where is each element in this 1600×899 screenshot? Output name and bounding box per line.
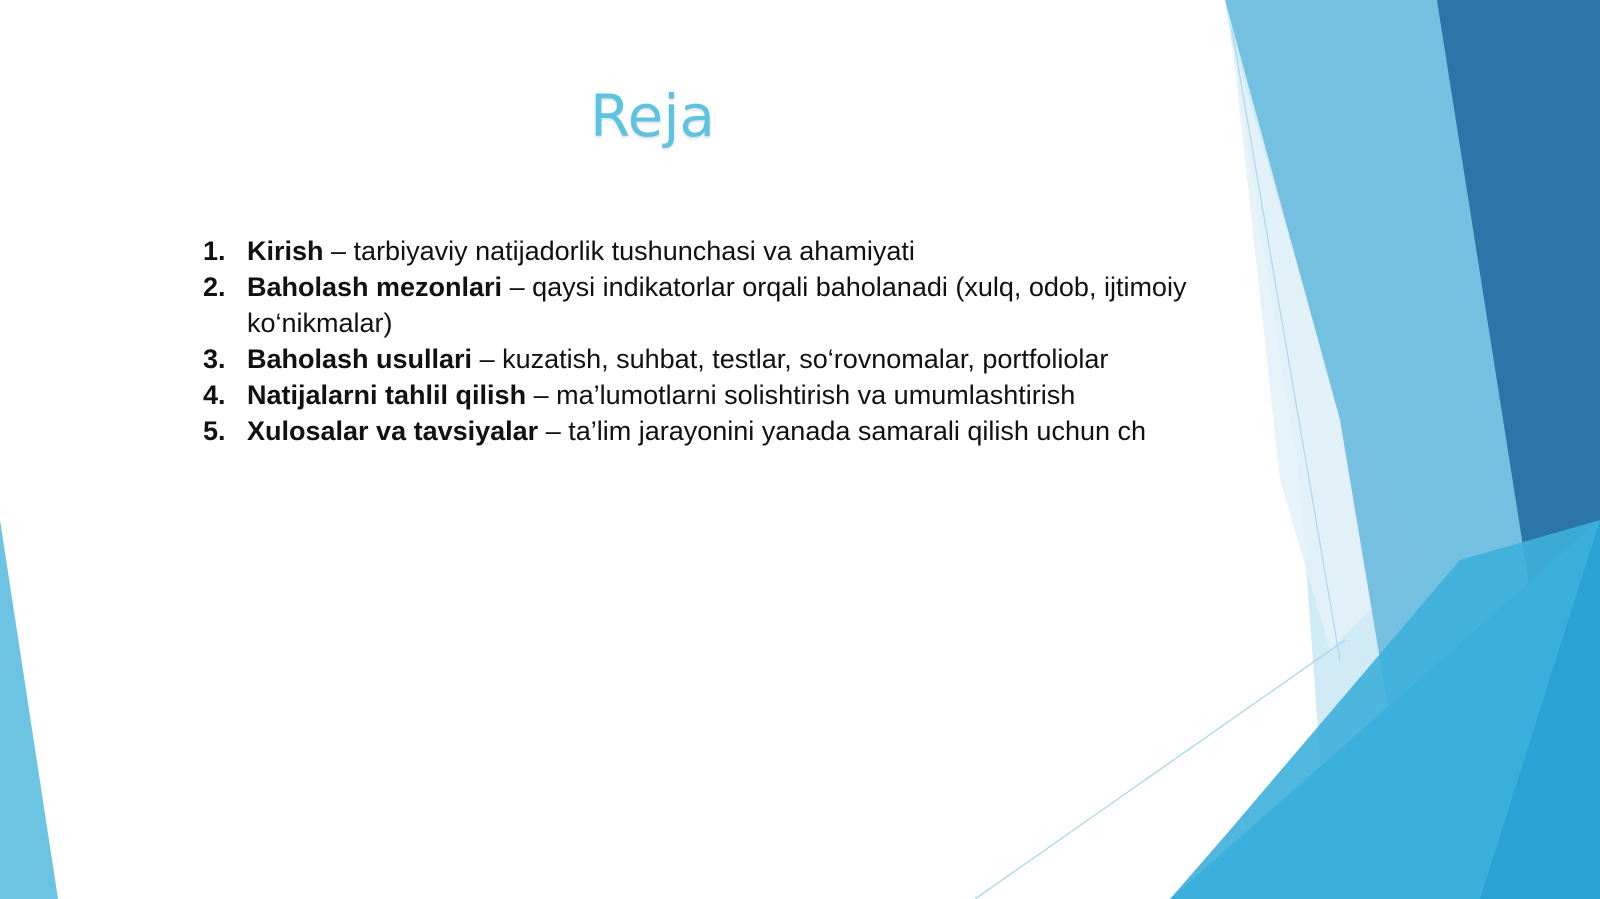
item-term: Natijalarni tahlil qilish (247, 380, 527, 410)
list-item (203, 413, 1203, 449)
item-number: 3. (203, 344, 226, 374)
item-text (247, 233, 1203, 269)
item-description: – tarbiyaviy natijadorlik tushunchasi va ahamiyati (323, 236, 915, 266)
item-text (247, 377, 1203, 413)
item-number: 1. (203, 236, 226, 266)
item-term: Baholash mezonlari (247, 272, 503, 302)
list-item (203, 233, 1203, 269)
item-description: – qaysi indikatorlar orqali baholanadi (xulq, odob, ijtimoiy ko‘nikmalar) (247, 272, 1187, 338)
item-description: – kuzatish, suhbat, testlar, so‘rovnomalar, portfoliolar (472, 344, 1109, 374)
list-item (203, 341, 1203, 377)
item-text (247, 341, 1203, 377)
item-text (247, 413, 1203, 449)
item-term: Xulosalar va tavsiyalar (247, 416, 539, 446)
item-description: – ma’lumotlarni solishtirish va umumlashtirish (526, 380, 1076, 410)
item-term: Baholash usullari (247, 344, 473, 374)
item-description: – ta’lim jarayonini yanada samarali qilish uchun ch (538, 416, 1147, 446)
list-item (203, 377, 1203, 413)
item-text (247, 269, 1203, 341)
left-accent-triangle (0, 520, 58, 899)
plan-list (203, 233, 1203, 449)
item-term: Kirish (247, 236, 324, 266)
item-number: 4. (203, 380, 226, 410)
item-number: 5. (203, 416, 226, 446)
list-item (203, 269, 1203, 341)
slide-title: Reja (589, 82, 716, 150)
item-number: 2. (203, 272, 226, 302)
